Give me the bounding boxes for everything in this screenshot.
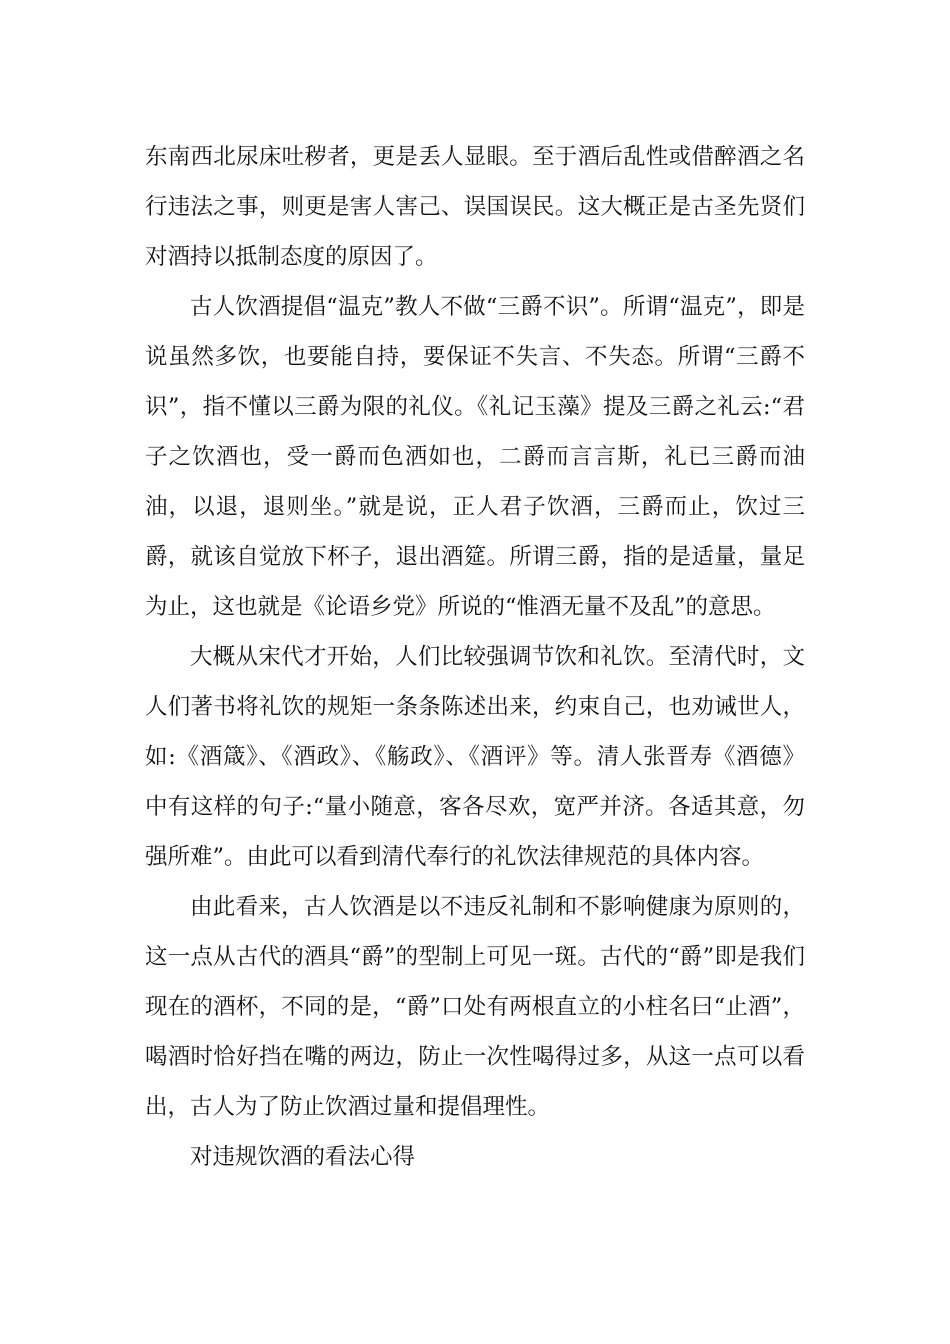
section-heading: 对违规饮酒的看法心得 bbox=[190, 1144, 416, 1170]
paragraph-continuation: 东南西北尿床吐秽者，更是丢人显眼。至于酒后乱性或借醉酒之名行违法之事，则更是害人害己、误国误民。这大概正是古圣先贤们对酒持以抵制态度的原因了。 bbox=[145, 144, 805, 270]
document-body bbox=[145, 132, 805, 1182]
paragraph-wenke: 古人饮酒提倡“温克”教人不做“三爵不识”。所谓“温克”，即是说虽然多饮，也要能自持，要保证不失言、不失态。所谓“三爵不识”，指不懂以三爵为限的礼仪。《礼记玉藻》提及三爵之礼云:“君子之饮酒也，受一爵而色洒如也，二爵而言言斯，礼已三爵而油油，以退，退则坐。”就是说，正人君子饮酒，三爵而止，饮过三爵，就该自觉放下杯子，退出酒筵。所谓三爵，指的是适量，量足为止，这也就是《论语乡党》所说的“惟酒无量不及乱”的意思。 bbox=[145, 294, 805, 620]
paragraph-song-qing: 大概从宋代才开始，人们比较强调节饮和礼饮。至清代时，文人们著书将礼饮的规矩一条条陈述出来，约束自己，也劝诫世人，如:《酒箴》、《酒政》、《觞政》、《酒评》等。清人张晋寿《酒德》中有这样的句子:“量小随意，客各尽欢，宽严并济。各适其意，勿强所难”。由此可以看到清代奉行的礼饮法律规范的具体内容。 bbox=[145, 644, 805, 870]
paragraph-jue-vessel: 由此看来，古人饮酒是以不违反礼制和不影响健康为原则的，这一点从古代的酒具“爵”的型制上可见一斑。古代的“爵”即是我们现在的酒杯，不同的是，“爵”口处有两根直立的小柱名曰“止酒”，喝酒时恰好挡在嘴的两边，防止一次性喝得过多，从这一点可以看出，古人为了防止饮酒过量和提倡理性。 bbox=[145, 894, 805, 1120]
